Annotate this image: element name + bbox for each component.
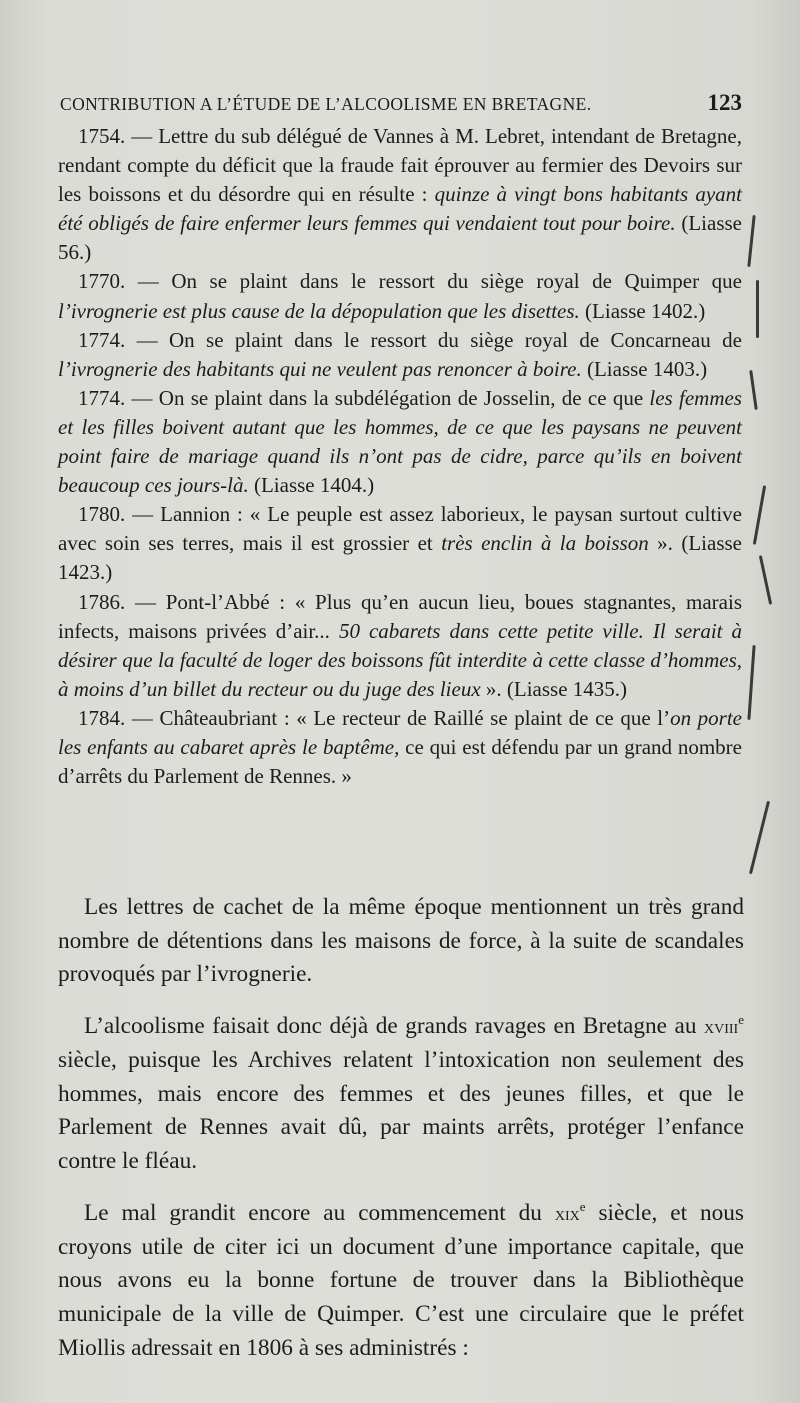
paragraph-text: siècle, puisque les Archives relatent l’intoxication non seulement des hommes, mais encore des femmes et des jeunes filles, et que le Parlement de Rennes avait dû, par maints arrêts, protéger l’enfance contre le fléau. — [58, 1047, 744, 1174]
archive-entry-1784 — [58, 704, 742, 791]
margin-bracket-mark — [749, 370, 758, 410]
entry-text: 1774. — On se plaint dans la subdélégation de Josselin, de ce que — [78, 385, 650, 410]
paragraph-text: L’alcoolisme faisait donc déjà de grands ravages en Bretagne au — [84, 1012, 704, 1039]
margin-bracket-mark — [756, 280, 759, 338]
entry-text: 1754. — Lettre du sub délégué de Vannes à M. Lebret, intendant de Bretagne, rendant compte du déficit que la fraude fait éprouver au fermier des Devoirs sur les boissons et du désordre qui en résulte : — [58, 124, 742, 207]
entry-text: 1784. — Châteaubriant : « Le recteur de Raillé se plaint de ce que l’ — [78, 705, 671, 730]
entry-source: (Liasse 1402.) — [579, 298, 706, 323]
entry-text: 1770. — On se plaint dans le ressort du siège royal de Quimper que — [78, 269, 742, 294]
entry-quote: quinze à vingt bons habitants ayant été obligés de faire enfermer leurs femmes qui vendaient tout pour boire. — [58, 182, 742, 236]
entry-source: (Liasse 1403.) — [581, 356, 708, 381]
archive-entry-1770 — [58, 267, 742, 325]
archive-entry-1780 — [58, 500, 742, 587]
running-title: CONTRIBUTION A L’ÉTUDE DE L’ALCOOLISME EN BRETAGNE. — [60, 94, 592, 114]
entry-text: 1786. — Pont-l’Abbé : « Plus qu’en aucun lieu, boues stagnantes, marais infects, maisons privées d’air... — [58, 589, 742, 643]
paragraph-ravages — [58, 1003, 744, 1179]
century-numeral: xviii — [704, 1015, 739, 1038]
entry-quote: 50 cabarets dans cette petite ville. Il serait à désirer que la faculté de loger des boissons fût interdite à cette classe d’hommes, à moins d’un billet du recteur ou du juge des lieux — [58, 618, 742, 701]
entry-source: ce qui est défendu par un grand nombre d’arrêts du Parlement de Rennes. » — [58, 734, 742, 789]
paragraph-text: Le mal grandit encore au commencement du — [84, 1199, 555, 1226]
margin-bracket-mark — [753, 485, 766, 545]
entry-quote: très enclin à la boisson — [441, 531, 649, 556]
entry-quote: les femmes et les filles boivent autant que les hommes, de ce que les paysans ne peuvent point faire de mariage quand ils n’ont pas de cidre, parce qu’ils en boivent beaucoup ces jours-là. — [58, 385, 742, 498]
century-numeral: xix — [554, 1202, 580, 1225]
entry-text: 1774. — On se plaint dans le ressort du siège royal de Concarneau de — [78, 327, 742, 352]
margin-bracket-mark — [749, 801, 770, 874]
archive-entry-1786 — [58, 588, 742, 704]
body-text — [58, 891, 744, 1365]
archive-entries — [58, 122, 742, 791]
archive-entry-1754 — [58, 122, 742, 267]
entry-source: ». (Liasse 1435.) — [480, 676, 628, 701]
archive-entry-1774-concarneau — [58, 326, 742, 384]
archive-entry-1774-josselin — [58, 384, 742, 500]
page-header — [60, 90, 742, 116]
entry-quote: l’ivrognerie des habitants qui ne veulent pas renoncer à boire. — [58, 356, 582, 381]
margin-bracket-mark — [747, 645, 755, 720]
paragraph-circulaire — [58, 1190, 744, 1366]
century-suffix: e — [579, 1198, 586, 1214]
entry-source: (Liasse 56.) — [58, 211, 742, 265]
paragraph-text: siècle, et nous croyons utile de citer ici un document d’une importance capitale, que nous avons eu la bonne fortune de trouver dans la Bibliothèque municipale de la ville de Quimper. C’est une circulaire que le préfet Miollis adressait en 1806 à ses administrés : — [58, 1199, 745, 1361]
margin-bracket-mark — [747, 215, 755, 267]
entry-source: ». (Liasse 1423.) — [58, 531, 742, 585]
page-number: 123 — [707, 90, 742, 115]
entry-quote: on porte les enfants au cabaret après le baptême, — [58, 705, 742, 759]
entry-text: 1780. — Lannion : « Le peuple est assez laborieux, le paysan surtout cultive avec soin ses terres, mais il est grossier et — [58, 502, 742, 556]
entry-source: (Liasse 1404.) — [248, 473, 375, 498]
paragraph-lettres-de-cachet: Les lettres de cachet de la même époque mentionnent un très grand nombre de détentions dans les maisons de force, à la suite de scandales provoqués par l’ivrognerie. — [58, 894, 744, 988]
margin-bracket-mark — [759, 555, 772, 605]
century-suffix: e — [738, 1011, 744, 1027]
entry-quote: l’ivrognerie est plus cause de la dépopulation que les disettes. — [58, 298, 580, 323]
